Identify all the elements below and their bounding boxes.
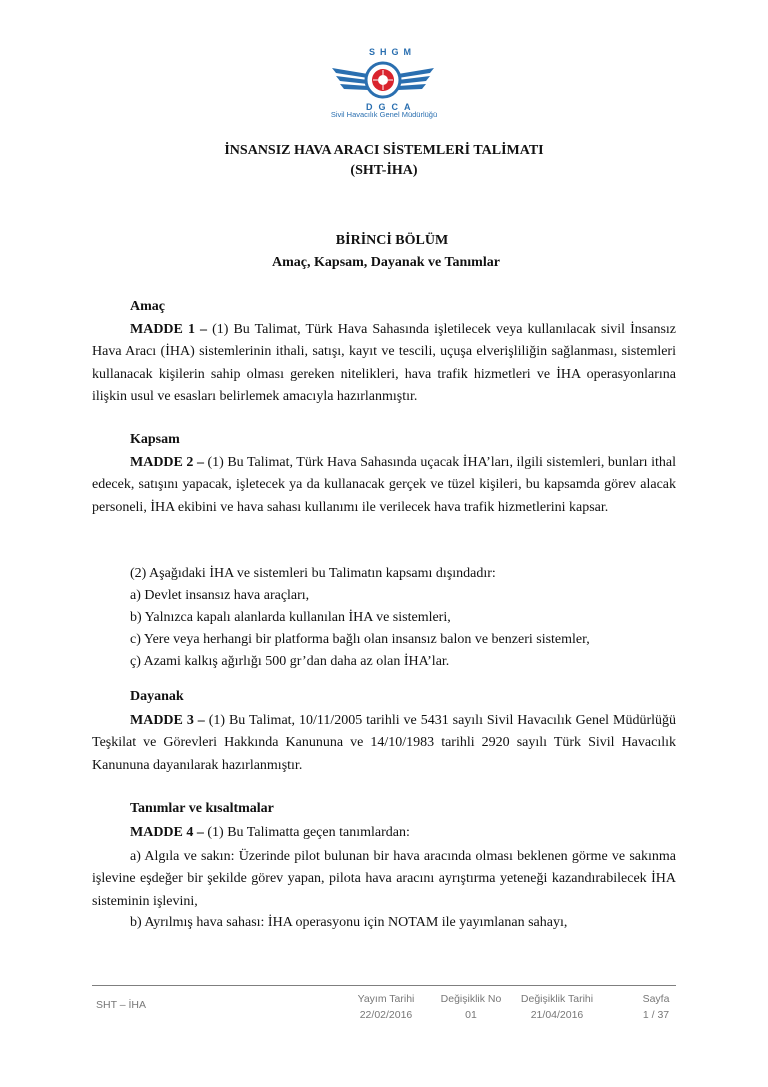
footer-page — [626, 991, 686, 1023]
article-4-text: (1) Bu Talimatta geçen tanımlardan: — [203, 825, 410, 840]
part-heading: BİRİNCİ BÖLÜM — [335, 233, 449, 248]
footer-page-label: Sayfa — [642, 993, 670, 1005]
logo-letters-bottom: DGCA — [366, 102, 417, 112]
article-4-paragraph — [92, 822, 676, 844]
article-1-label: MADDE 1 – — [130, 322, 208, 337]
article-1-paragraph — [92, 319, 676, 408]
exclusion-item: c) Yere veya herhangi bir platforma bağlı olan insansız balon ve benzeri sistemler, — [130, 632, 590, 647]
footer-revision-date — [508, 991, 606, 1023]
article-2-label: MADDE 2 – — [130, 455, 204, 470]
section-heading-tanimlar: Tanımlar ve kısaltmalar — [130, 801, 274, 816]
footer-issue-value: 22/02/2016 — [359, 1009, 413, 1021]
section-heading-kapsam: Kapsam — [130, 432, 180, 447]
part-subtitle: Amaç, Kapsam, Dayanak ve Tanımlar — [272, 255, 500, 270]
definition-a-text: a) Algıla ve sakın: Üzerinde pilot bulunan bir hava aracında olması beklenen görme ve sakınma işlevine eşdeğer bir şekilde görev yapan, pilota hava aracını ayrıştırma yeteneği kazandırabilecek İHA sisteminin işlevini, — [92, 849, 676, 909]
footer-rev-date-value: 21/04/2016 — [530, 1009, 584, 1021]
definition-b — [92, 912, 676, 934]
exclusion-item: b) Yalnızca kapalı alanlarda kullanılan İHA ve sistemleri, — [130, 610, 451, 625]
footer-page-value: 1 / 37 — [642, 1009, 670, 1021]
document-title: İNSANSIZ HAVA ARACI SİSTEMLERİ TALİMATI — [224, 143, 544, 158]
footer-rev-date-label: Değişiklik Tarihi — [520, 993, 594, 1005]
footer-revision-number — [434, 991, 508, 1023]
article-3-text: (1) Bu Talimat, 10/11/2005 tarihli ve 5431 sayılı Sivil Havacılık Genel Müdürlüğü Teşkilat ve Görevleri Hakkında Kanununa ve 14/10/1983 tarihli 2920 sayılı Türk Sivil Havacılık Kanununa dayanılarak hazırlanmıştır. — [92, 713, 677, 773]
article-2-text: (1) Bu Talimat, Türk Hava Sahasında uçacak İHA’ları, ilgili sistemleri, bunları ithal edecek, satışını yapacak, işletecek ya da kullanacak gerçek ve tüzel kişileri, bu kapsamda görev alacak personeli, İHA ekibini ve hava sahası kullanımı ile verilecek hava trafik hizmetlerini kapsar. — [92, 455, 676, 515]
article-3-label: MADDE 3 – — [130, 713, 205, 728]
footer-divider — [92, 985, 676, 986]
logo-subtitle: Sivil Havacılık Genel Müdürlüğü — [330, 110, 438, 119]
logo-letters-top: SHGM — [369, 47, 416, 57]
footer-rev-no-label: Değişiklik No — [440, 993, 502, 1005]
section-heading-dayanak: Dayanak — [130, 689, 184, 704]
footer-issue-date — [346, 991, 426, 1023]
definition-b-text: b) Ayrılmış hava sahası: İHA operasyonu için NOTAM ile yayımlanan sahayı, — [130, 915, 568, 930]
footer-issue-label: Yayım Tarihi — [357, 993, 415, 1005]
definition-a — [92, 846, 676, 913]
document-code-title: (SHT-İHA) — [350, 163, 418, 178]
exclusion-item: ç) Azami kalkış ağırlığı 500 gr’dan daha az olan İHA’lar. — [130, 654, 450, 669]
article-1-text: (1) Bu Talimat, Türk Hava Sahasında işletilecek veya kullanılacak sivil İnsansız Hava Aracı (İHA) sistemlerinin ithali, satışı, kayıt ve tescili, uçuşa elverişliliğin sağlanması, sistemleri kullanacak kişilerin sahip olması gereken nitelikleri, hava trafik hizmetleri ve İHA operasyonlarına ilişkin usul ve esasları belirlemek amacıyla hazırlanmıştır. — [92, 322, 676, 404]
footer-rev-no-value: 01 — [465, 1009, 477, 1021]
exclusion-intro: (2) Aşağıdaki İHA ve sistemleri bu Talimatın kapsamı dışındadır: — [130, 566, 496, 581]
article-2-paragraph — [92, 452, 676, 519]
exclusion-item: a) Devlet insansız hava araçları, — [130, 588, 310, 603]
article-3-paragraph — [92, 710, 676, 777]
footer-doc-code: SHT – İHA — [96, 999, 146, 1011]
article-4-label: MADDE 4 – — [130, 825, 204, 840]
section-heading-amac: Amaç — [130, 299, 165, 314]
